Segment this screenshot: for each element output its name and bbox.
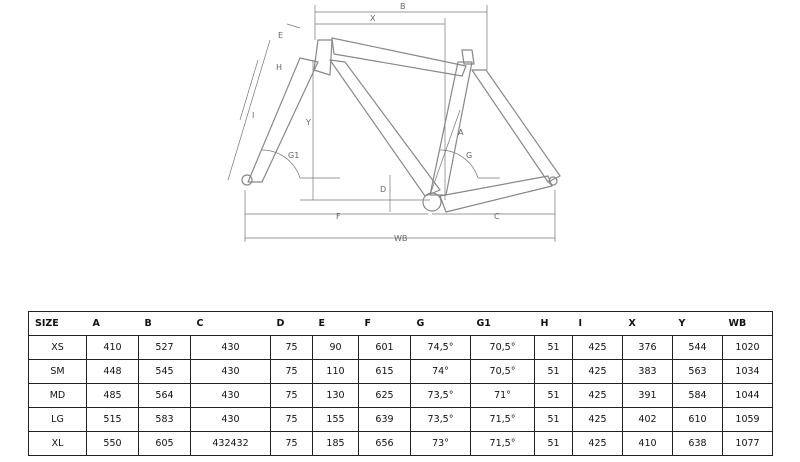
label-i: I bbox=[252, 111, 255, 120]
table-cell: 155 bbox=[313, 408, 359, 432]
table-cell: 410 bbox=[623, 432, 673, 456]
table-cell: 51 bbox=[535, 360, 573, 384]
header-g: G bbox=[411, 312, 471, 336]
header-e: E bbox=[313, 312, 359, 336]
table-cell: 71° bbox=[471, 384, 535, 408]
table-row bbox=[29, 384, 773, 408]
table-cell: 425 bbox=[573, 384, 623, 408]
header-b: B bbox=[139, 312, 191, 336]
table-cell: 527 bbox=[139, 336, 191, 360]
label-c: C bbox=[494, 212, 500, 221]
label-f: F bbox=[336, 212, 341, 221]
table-cell: 110 bbox=[313, 360, 359, 384]
header-c: C bbox=[191, 312, 271, 336]
table-cell: 75 bbox=[271, 360, 313, 384]
table-cell: 1034 bbox=[723, 360, 773, 384]
header-wb: WB bbox=[723, 312, 773, 336]
table-cell: 75 bbox=[271, 384, 313, 408]
table-cell: 656 bbox=[359, 432, 411, 456]
label-h: H bbox=[276, 63, 283, 72]
table-cell: 75 bbox=[271, 336, 313, 360]
header-size: SIZE bbox=[29, 312, 87, 336]
table-cell: 605 bbox=[139, 432, 191, 456]
table-cell: MD bbox=[29, 384, 87, 408]
label-e: E bbox=[278, 31, 284, 40]
table-cell: 425 bbox=[573, 408, 623, 432]
geometry-table bbox=[28, 311, 773, 456]
table-cell: 75 bbox=[271, 432, 313, 456]
table-cell: 51 bbox=[535, 336, 573, 360]
table-row bbox=[29, 336, 773, 360]
table-cell: 383 bbox=[623, 360, 673, 384]
label-g: G bbox=[466, 151, 473, 160]
label-a: A bbox=[458, 128, 464, 137]
dimension-lines bbox=[228, 5, 555, 242]
table-cell: 550 bbox=[87, 432, 139, 456]
label-b: B bbox=[400, 2, 406, 11]
table-cell: 564 bbox=[139, 384, 191, 408]
table-cell: 425 bbox=[573, 360, 623, 384]
table-cell: 51 bbox=[535, 432, 573, 456]
label-g1: G1 bbox=[288, 151, 300, 160]
table-cell: 73,5° bbox=[411, 408, 471, 432]
table-cell: 432432 bbox=[191, 432, 271, 456]
table-cell: 430 bbox=[191, 360, 271, 384]
table-cell: 544 bbox=[673, 336, 723, 360]
table-cell: 402 bbox=[623, 408, 673, 432]
frame-outline bbox=[242, 38, 560, 212]
table-cell: 71,5° bbox=[471, 408, 535, 432]
table-cell: 391 bbox=[623, 384, 673, 408]
table-cell: 430 bbox=[191, 384, 271, 408]
table-cell: 1020 bbox=[723, 336, 773, 360]
table-cell: 51 bbox=[535, 384, 573, 408]
table-cell: 425 bbox=[573, 336, 623, 360]
table-cell: 75 bbox=[271, 408, 313, 432]
table-cell: 639 bbox=[359, 408, 411, 432]
table-cell: 1044 bbox=[723, 384, 773, 408]
table-cell: 563 bbox=[673, 360, 723, 384]
label-y: Y bbox=[306, 118, 311, 127]
table-cell: 185 bbox=[313, 432, 359, 456]
table-cell: 485 bbox=[87, 384, 139, 408]
table-row bbox=[29, 408, 773, 432]
table-cell: 410 bbox=[87, 336, 139, 360]
label-x: X bbox=[370, 14, 376, 23]
table-cell: 73° bbox=[411, 432, 471, 456]
header-i: I bbox=[573, 312, 623, 336]
table-cell: 90 bbox=[313, 336, 359, 360]
table-cell: LG bbox=[29, 408, 87, 432]
label-d: D bbox=[380, 185, 387, 194]
table-cell: 74,5° bbox=[411, 336, 471, 360]
table-cell: 615 bbox=[359, 360, 411, 384]
table-cell: 1059 bbox=[723, 408, 773, 432]
table-cell: 583 bbox=[139, 408, 191, 432]
table-cell: 1077 bbox=[723, 432, 773, 456]
table-cell: 425 bbox=[573, 432, 623, 456]
table-cell: 625 bbox=[359, 384, 411, 408]
header-h: H bbox=[535, 312, 573, 336]
table-cell: 515 bbox=[87, 408, 139, 432]
header-a: A bbox=[87, 312, 139, 336]
header-d: D bbox=[271, 312, 313, 336]
header-y: Y bbox=[673, 312, 723, 336]
table-cell: SM bbox=[29, 360, 87, 384]
table-cell: 73,5° bbox=[411, 384, 471, 408]
label-wb: WB bbox=[394, 234, 408, 243]
table-cell: 376 bbox=[623, 336, 673, 360]
header-g1: G1 bbox=[471, 312, 535, 336]
table-cell: XL bbox=[29, 432, 87, 456]
table-cell: 71,5° bbox=[471, 432, 535, 456]
table-header-row bbox=[29, 312, 773, 336]
table-cell: 51 bbox=[535, 408, 573, 432]
table-cell: 70,5° bbox=[471, 336, 535, 360]
table-cell: XS bbox=[29, 336, 87, 360]
table-cell: 638 bbox=[673, 432, 723, 456]
table-row bbox=[29, 432, 773, 456]
table-cell: 70,5° bbox=[471, 360, 535, 384]
table-cell: 601 bbox=[359, 336, 411, 360]
table-cell: 584 bbox=[673, 384, 723, 408]
table-cell: 430 bbox=[191, 408, 271, 432]
table-cell: 74° bbox=[411, 360, 471, 384]
header-f: F bbox=[359, 312, 411, 336]
table-row bbox=[29, 360, 773, 384]
table-cell: 448 bbox=[87, 360, 139, 384]
table-cell: 545 bbox=[139, 360, 191, 384]
table-cell: 130 bbox=[313, 384, 359, 408]
header-x: X bbox=[623, 312, 673, 336]
table-cell: 430 bbox=[191, 336, 271, 360]
table-cell: 610 bbox=[673, 408, 723, 432]
